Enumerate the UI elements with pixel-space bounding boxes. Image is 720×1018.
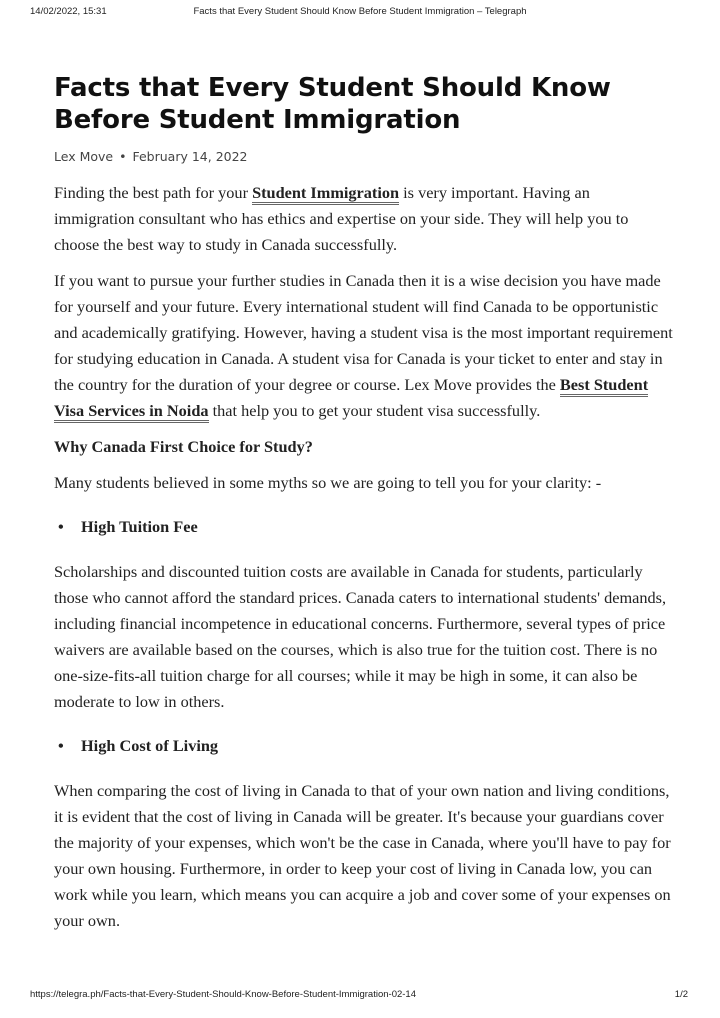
print-page-title: Facts that Every Student Should Know Before Student Immigration – Telegraph [193,6,527,17]
page-number: 1/2 [674,989,688,1000]
print-footer [0,989,720,1003]
paragraph-canada-studies [54,268,674,424]
paragraph-intro [54,180,674,258]
student-visa-services-link[interactable]: Best Student Visa Services in Noida [54,375,648,423]
author-link[interactable]: Lex Move [54,149,114,164]
bullet-item-cost-of-living [54,733,674,759]
print-datetime: 14/02/2022, 15:31 [30,6,107,17]
paragraph-cost-of-living: When comparing the cost of living in Canada to that of your own nation and living conditions, it is evident that the cost of living in Canada will be greater. It's because your guardians cover the majority of your expenses, which won't be the case in Canada, where you'll have to pay for your own housing. Furthermore, in order to keep your cost of living in Canada low, you can work while you learn, which means you can acquire a job and cover some of your expenses on your own. [54,781,671,930]
bullet-mark: • [58,736,64,755]
publish-date: February 14, 2022 [132,149,248,164]
section-subheading: Why Canada First Choice for Study? [54,437,313,456]
meta-separator: • [119,149,127,164]
paragraph-tuition: Scholarships and discounted tuition costs are available in Canada for students, particularly those who cannot afford the standard prices. Canada caters to international students' demands, including financial incompetence in educational concerns. Furthermore, several types of price waivers are available based on the courses, which is also true for the tuition cost. There is no one-size-fits-all tuition charge for all courses; while it may be high in some, it can also be moderate to low in others. [54,562,667,711]
print-url: https://telegra.ph/Facts-that-Every-Student-Should-Know-Before-Student-Immigration-02-14 [30,989,416,1000]
print-header [0,6,720,20]
student-immigration-link[interactable]: Student Immigration [252,183,399,205]
article-meta [54,149,674,165]
bullet-item-tuition [54,514,674,540]
paragraph-text: Finding the best path for your [54,183,253,202]
paragraph-text: that help you to get your student visa successfully. [208,401,541,420]
article [54,72,674,934]
bullet-label: High Tuition Fee [81,517,198,536]
paragraph-text: If you want to pursue your further studies in Canada then it is a wise decision you have made for yourself and your future. Every international student will find Canada to be opportunistic and academically gratifying. However, having a student visa is the most important requirement for studying education in Canada. A student visa for Canada is your ticket to enter and stay in the country for the duration of your degree or course. Lex Move provides the [54,271,673,394]
bullet-mark: • [58,517,64,536]
paragraph-text: is very important. Having an immigration consultant who has ethics and expertise on your side. They will help you to choose the best way to study in Canada successfully. [54,183,629,254]
article-title: Facts that Every Student Should Know Before Student Immigration [54,73,611,135]
bullet-label: High Cost of Living [81,736,219,755]
paragraph-myths: Many students believed in some myths so we are going to tell you for your clarity: - [54,473,602,492]
